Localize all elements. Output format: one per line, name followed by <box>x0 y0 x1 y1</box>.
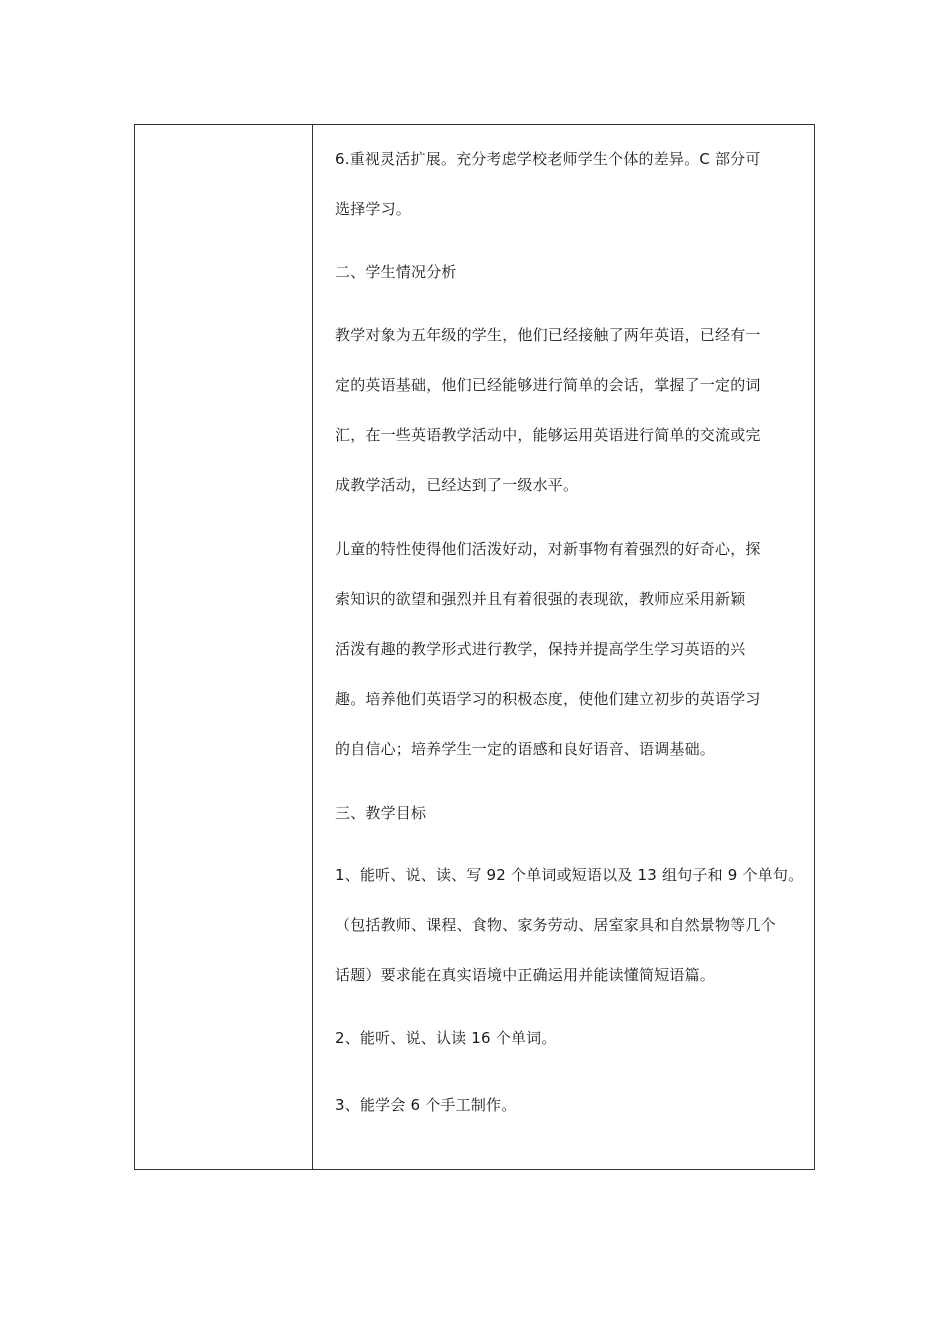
text-line: 儿童的特性使得他们活泼好动，对新事物有着强烈的好奇心，探 <box>335 540 761 558</box>
text-line: 教学对象为五年级的学生，他们已经接触了两年英语，已经有一 <box>335 326 761 344</box>
text-line: 活泼有趣的教学形式进行教学，保持并提高学生学习英语的兴 <box>335 640 746 658</box>
table-left-cell <box>135 125 313 1169</box>
text-line: 3、能学会 6 个手工制作。 <box>335 1096 517 1114</box>
text-line: 选择学习。 <box>335 200 412 218</box>
table-right-cell <box>313 125 814 1169</box>
text-line: 2、能听、说、认读 16 个单词。 <box>335 1029 557 1047</box>
text-line: 趣。培养他们英语学习的积极态度，使他们建立初步的英语学习 <box>335 690 761 708</box>
section-heading: 二、学生情况分析 <box>335 263 457 281</box>
section-heading: 三、教学目标 <box>335 804 427 822</box>
text-line: 成教学活动，已经达到了一级水平。 <box>335 476 579 494</box>
document-table <box>134 124 815 1170</box>
text-line: 的自信心；培养学生一定的语感和良好语音、语调基础。 <box>335 740 716 758</box>
text-line: 6.重视灵活扩展。充分考虑学校老师学生个体的差异。C 部分可 <box>335 150 761 168</box>
text-line: 1、能听、说、读、写 92 个单词或短语以及 13 组句子和 9 个单句。 <box>335 866 804 884</box>
text-line: （包括教师、课程、食物、家务劳动、居室家具和自然景物等几个 <box>335 916 776 934</box>
text-line: 索知识的欲望和强烈并且有着很强的表现欲，教师应采用新颖 <box>335 590 746 608</box>
text-line: 话题）要求能在真实语境中正确运用并能读懂简短语篇。 <box>335 966 716 984</box>
text-line: 汇，在一些英语教学活动中，能够运用英语进行简单的交流或完 <box>335 426 761 444</box>
text-line: 定的英语基础，他们已经能够进行简单的会话，掌握了一定的词 <box>335 376 761 394</box>
